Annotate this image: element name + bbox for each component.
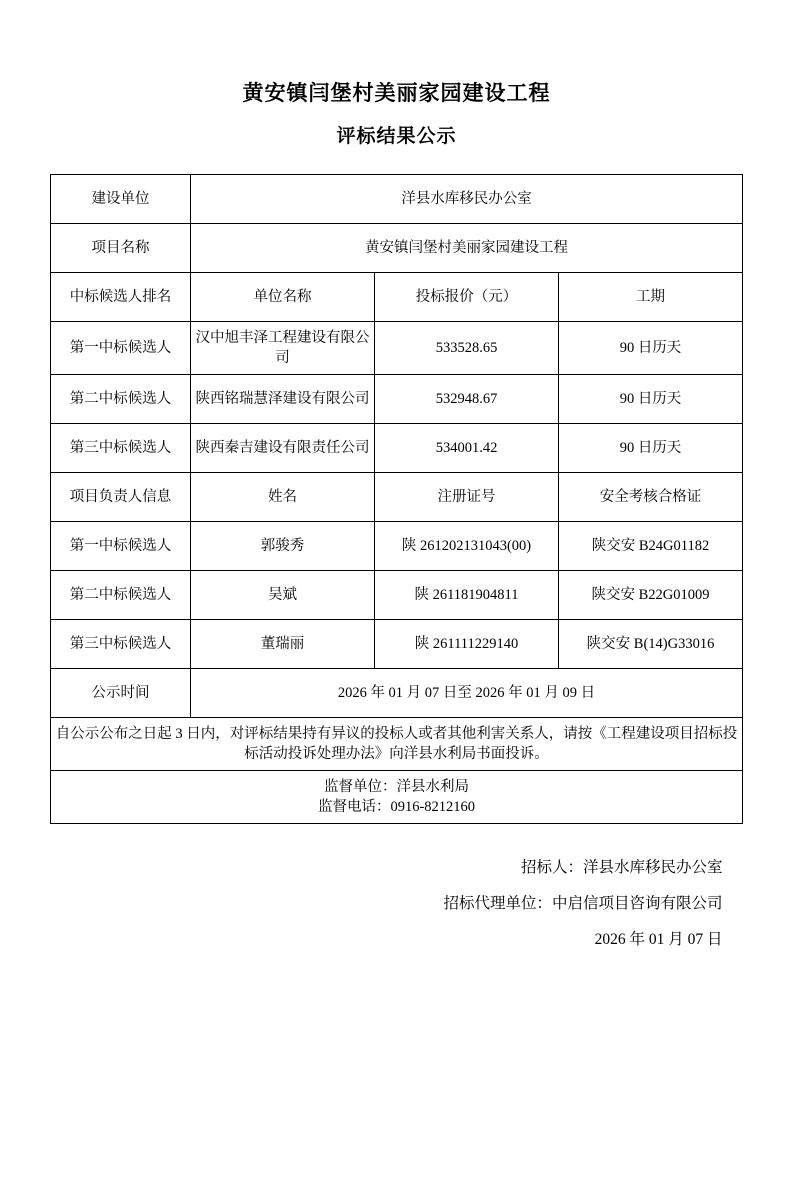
supervise-phone: 监督电话：0916-8212160 [317, 799, 476, 815]
footer-date: 2026 年 01 月 07 日 [594, 931, 723, 948]
complaint-notice: 自公示公布之日起 3 日内，对评标结果持有异议的投标人或者其他利害关系人，请按《工程建设项目招标投标活动投诉处理办法》向洋县水利局书面投诉。 [51, 718, 743, 771]
table-row [51, 322, 743, 375]
manager-name: 郭骏秀 [191, 522, 375, 571]
page-subtitle: 评标结果公示 [336, 126, 457, 147]
duration-header: 工期 [559, 273, 743, 322]
candidate-company: 汉中旭丰泽工程建设有限公司 [191, 322, 375, 375]
candidate-rank-header: 中标候选人排名 [51, 273, 191, 322]
manager-name: 董瑞丽 [191, 620, 375, 669]
project-name-value: 黄安镇闫堡村美丽家园建设工程 [191, 224, 743, 273]
manager-safety-no: 陕交安 B24G01182 [559, 522, 743, 571]
manager-rank: 第一中标候选人 [51, 522, 191, 571]
date-line [51, 922, 743, 958]
announcement-period-value: 2026 年 01 月 07 日至 2026 年 01 月 09 日 [191, 669, 743, 718]
manager-rank: 第三中标候选人 [51, 620, 191, 669]
candidate-rank: 第一中标候选人 [51, 322, 191, 375]
announcement-period-label: 公示时间 [51, 669, 191, 718]
announcement-table [50, 174, 743, 824]
manager-cert-no: 陕 261202131043(00) [375, 522, 559, 571]
table-row [51, 571, 743, 620]
table-row [51, 669, 743, 718]
table-row [51, 522, 743, 571]
candidate-company: 陕西铭瑞慧泽建设有限公司 [191, 375, 375, 424]
manager-name: 吴斌 [191, 571, 375, 620]
agent-text: 招标代理单位：中启信项目咨询有限公司 [443, 895, 723, 912]
table-row [51, 718, 743, 771]
candidate-price: 532948.67 [375, 375, 559, 424]
tenderer-line [51, 850, 743, 886]
candidate-duration: 90 日历天 [559, 322, 743, 375]
supervise-unit: 监督单位：洋县水利局 [324, 779, 469, 795]
table-header-managers [51, 473, 743, 522]
document-footer [51, 850, 743, 958]
manager-safety-no: 陕交安 B(14)G33016 [559, 620, 743, 669]
candidate-duration: 90 日历天 [559, 375, 743, 424]
table-row [51, 620, 743, 669]
manager-name-header: 姓名 [191, 473, 375, 522]
manager-cert-no: 陕 261181904811 [375, 571, 559, 620]
agent-line [51, 886, 743, 922]
document-title-block [0, 78, 793, 152]
tenderer-text: 招标人：洋县水库移民办公室 [520, 859, 723, 876]
manager-cert-no: 陕 261111229140 [375, 620, 559, 669]
project-name-label: 项目名称 [51, 224, 191, 273]
construction-unit-label: 建设单位 [51, 175, 191, 224]
candidate-rank: 第三中标候选人 [51, 424, 191, 473]
construction-unit-value: 洋县水库移民办公室 [191, 175, 743, 224]
supervision-block [51, 771, 743, 824]
candidate-price: 533528.65 [375, 322, 559, 375]
table-row [51, 175, 743, 224]
company-name-header: 单位名称 [191, 273, 375, 322]
manager-safety-no: 陕交安 B22G01009 [559, 571, 743, 620]
manager-cert-header: 注册证号 [375, 473, 559, 522]
table-row [51, 771, 743, 824]
manager-info-header: 项目负责人信息 [51, 473, 191, 522]
candidate-duration: 90 日历天 [559, 424, 743, 473]
candidate-price: 534001.42 [375, 424, 559, 473]
table-row [51, 224, 743, 273]
bid-price-header: 投标报价（元） [375, 273, 559, 322]
manager-rank: 第二中标候选人 [51, 571, 191, 620]
table-header-candidates [51, 273, 743, 322]
manager-safety-header: 安全考核合格证 [559, 473, 743, 522]
candidate-company: 陕西秦吉建设有限责任公司 [191, 424, 375, 473]
table-row [51, 375, 743, 424]
candidate-rank: 第二中标候选人 [51, 375, 191, 424]
page-title: 黄安镇闫堡村美丽家园建设工程 [242, 81, 551, 105]
document-page [0, 78, 793, 1200]
table-row [51, 424, 743, 473]
